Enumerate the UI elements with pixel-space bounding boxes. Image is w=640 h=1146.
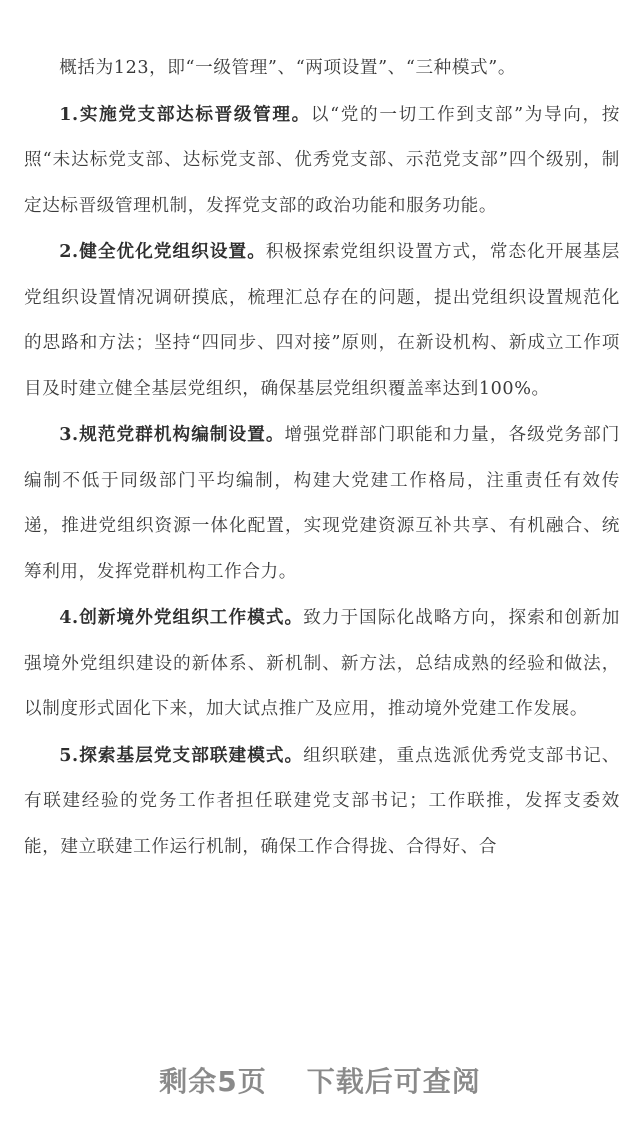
item-text-3: 增强党群部门职能和力量，各级党务部门编制不低于同级部门平均编制，构建大党建工作格局，注重责任有效传递，推进党组织资源一体化配置，实现党建资源互补共享、有机融合、统筹利用，发挥党群机构工作合力。 — [24, 425, 620, 582]
item-heading-3: 3.规范党群机构编制设置。 — [59, 424, 285, 445]
item-text-4: 致力于国际化战略方向，探索和创新加强境外党组织建设的新体系、新机制、新方法，总结成熟的经验和做法，以制度形式固化下来，加大试点推广及应用，推动境外党建工作发展。 — [24, 608, 620, 719]
item-text-2: 积极探索党组织设置方式，常态化开展基层党组织设置情况调研摸底，梳理汇总存在的问题，提出党组织设置规范化的思路和方法；坚持“四同步、四对接”原则，在新设机构、新成立工作项目及时建立健全基层党组织，确保基层党组织覆盖率达到100%。 — [24, 242, 620, 399]
document-body — [24, 46, 620, 870]
download-prompt-label[interactable]: 下载后可查阅 — [306, 1065, 481, 1098]
item-text-5: 组织联建，重点选派优秀党支部书记、有联建经验的党务工作者担任联建党支部书记；工作联推，发挥支委效能，建立联建工作运行机制，确保工作合得拢、合得好、合 — [24, 745, 620, 857]
item-paragraph-4 — [24, 595, 620, 733]
download-banner[interactable] — [0, 1060, 640, 1100]
item-paragraph-3 — [24, 412, 620, 595]
item-text-1: 以“党的一切工作到支部”为导向，按照“未达标党支部、达标党支部、优秀党支部、示范党支部”四个级别，制定达标晋级管理机制，发挥党支部的政治功能和服务功能。 — [24, 104, 620, 216]
item-heading-5: 5.探索基层党支部联建模式。 — [59, 744, 304, 766]
remaining-pages-label: 剩余5页 — [159, 1065, 267, 1098]
item-paragraph-1 — [24, 92, 620, 230]
intro-paragraph: 概括为123，即“一级管理”、“两项设置”、“三种模式”。 — [59, 58, 517, 78]
item-heading-4: 4.创新境外党组织工作模式。 — [59, 607, 304, 628]
item-paragraph-2 — [24, 229, 620, 412]
item-paragraph-5 — [24, 733, 620, 871]
item-heading-1: 1.实施党支部达标晋级管理。 — [59, 103, 311, 125]
item-heading-2: 2.健全优化党组织设置。 — [59, 241, 266, 262]
